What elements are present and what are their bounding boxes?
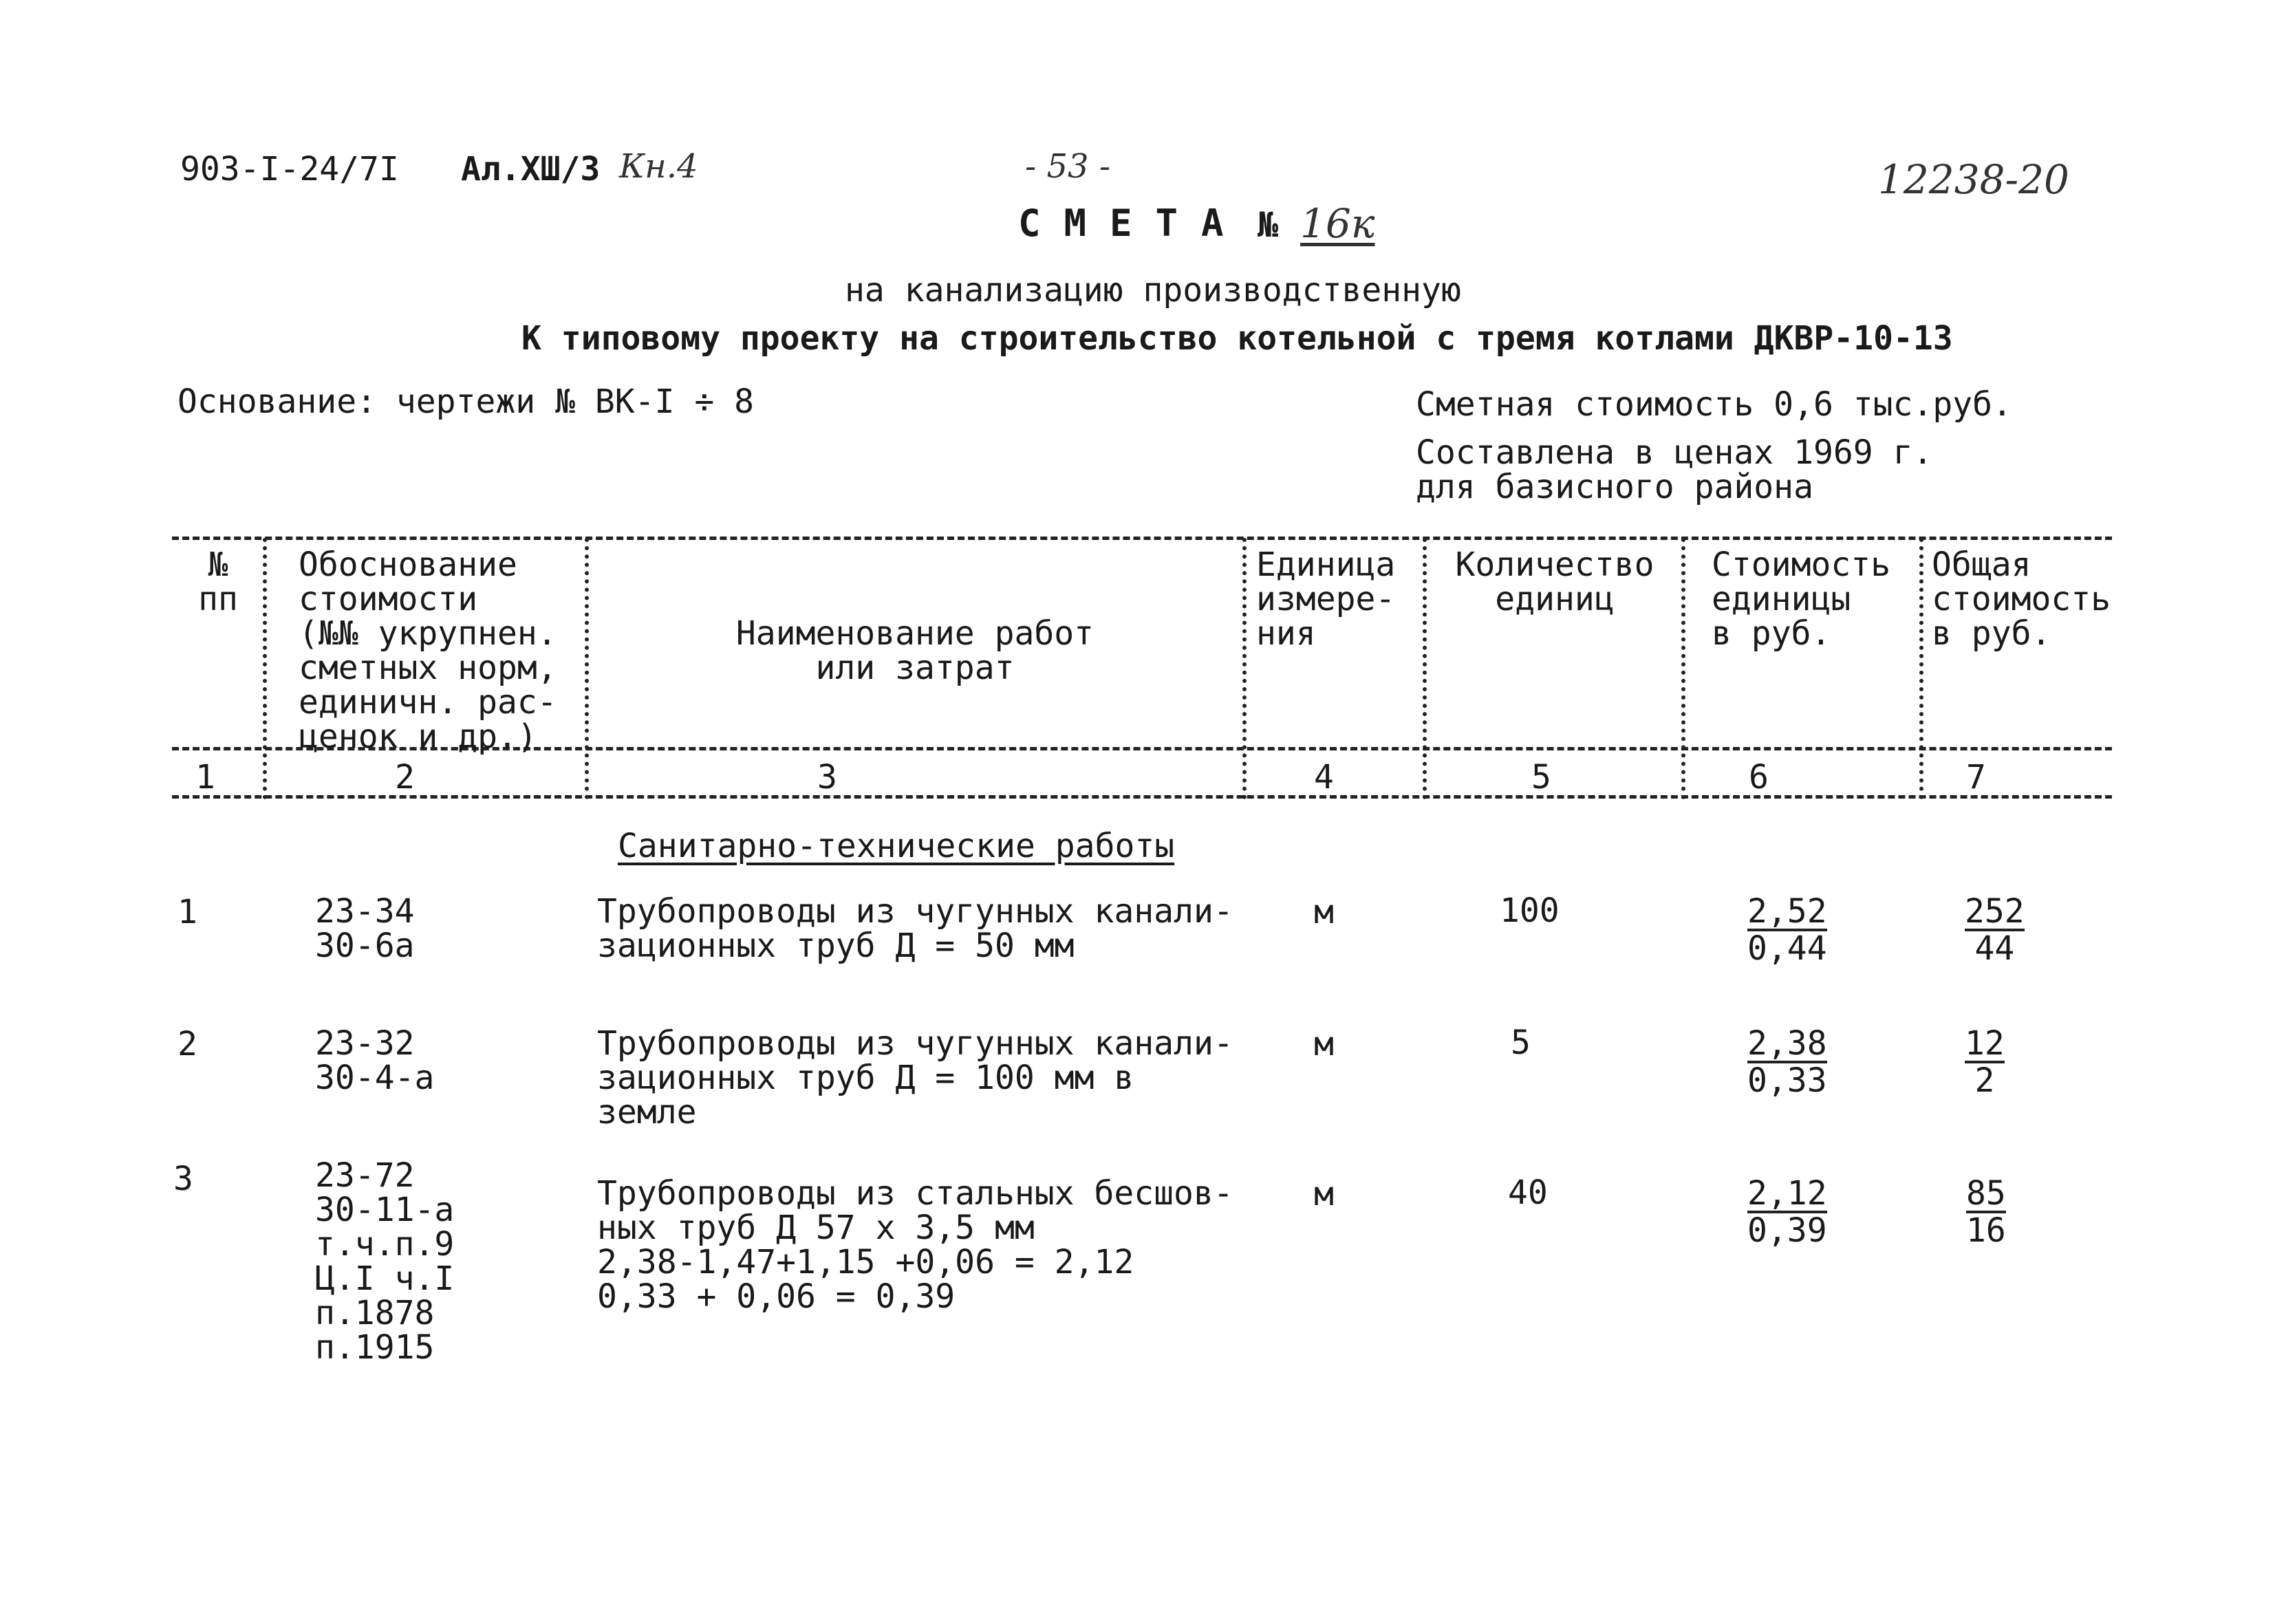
row-quantity: 100 bbox=[1500, 891, 1560, 930]
row-work-name: Трубопроводы из чугунных канали- зационных труб Д = 100 мм в земле bbox=[597, 1024, 1233, 1132]
archive-number: 12238-20 bbox=[1878, 156, 2069, 203]
column-separator bbox=[1919, 538, 1923, 799]
price-year: Составлена в ценах 1969 г. bbox=[1416, 433, 1933, 472]
row-unit: м bbox=[1314, 893, 1334, 931]
col-header-quantity: Количество единиц bbox=[1455, 545, 1654, 618]
column-separator bbox=[1242, 538, 1247, 799]
row-unit: м bbox=[1314, 1025, 1334, 1063]
row-number: 3 bbox=[173, 1160, 193, 1198]
total-cost-wage-value: 16 bbox=[1966, 1211, 2006, 1250]
subtitle-project: К типовому проекту на строительство котельной с тремя котлами ДКВР-10-13 bbox=[521, 319, 1953, 358]
total-cost-value: 252 bbox=[1965, 892, 2025, 931]
unit-cost-value: 2,12 bbox=[1747, 1174, 1827, 1213]
col-header-basis: Обоснование стоимости (№№ укрупнен. сметных норм, единичн. рас- ценок и др.) bbox=[299, 545, 557, 756]
total-cost-wage-value: 2 bbox=[1974, 1061, 1995, 1100]
document-title: СМЕТА bbox=[1018, 202, 1247, 245]
col-header-number: № пп bbox=[198, 545, 238, 618]
row-number: 1 bbox=[177, 893, 197, 931]
row-basis: 23-34 30-6а bbox=[315, 892, 415, 965]
subtitle-purpose: на канализацию производственную bbox=[845, 271, 1461, 310]
row-work-name: Трубопроводы из чугунных канали- зационных труб Д = 50 мм bbox=[597, 892, 1233, 965]
row-total-cost bbox=[1965, 894, 2025, 966]
project-code: 903-I-24/7I bbox=[180, 150, 399, 188]
row-unit-cost bbox=[1747, 894, 1827, 966]
col-number-3: 3 bbox=[817, 758, 837, 797]
total-cost-value: 12 bbox=[1965, 1024, 2005, 1063]
table-top-border bbox=[172, 537, 2112, 540]
column-separator bbox=[585, 538, 589, 799]
column-separator bbox=[263, 538, 267, 799]
row-unit-cost bbox=[1747, 1026, 1827, 1098]
section-title: Санитарно-технические работы bbox=[618, 827, 1175, 865]
unit-cost-value: 2,38 bbox=[1747, 1024, 1827, 1063]
col-number-7: 7 bbox=[1966, 758, 1986, 797]
col-number-5: 5 bbox=[1531, 758, 1551, 797]
estimate-number-prefix: № bbox=[1258, 205, 1279, 245]
col-number-1: 1 bbox=[195, 758, 215, 797]
unit-cost-wage-value: 0,44 bbox=[1747, 929, 1827, 968]
unit-cost-value: 2,52 bbox=[1747, 892, 1827, 931]
col-header-total-cost: Общая стоимость в руб. bbox=[1932, 545, 2111, 653]
page-number: - 53 - bbox=[1025, 147, 1111, 186]
unit-cost-wage-value: 0,33 bbox=[1747, 1061, 1827, 1100]
col-header-unit-cost: Стоимость единицы в руб. bbox=[1712, 545, 1891, 653]
col-header-work-name: Наименование работ или затрат bbox=[735, 614, 1095, 687]
row-unit: м bbox=[1314, 1175, 1334, 1213]
col-number-4: 4 bbox=[1314, 758, 1334, 797]
col-number-2: 2 bbox=[395, 758, 415, 797]
column-separator bbox=[1681, 538, 1685, 799]
row-work-name: Трубопроводы из стальных бесшов- ных труб Д 57 х 3,5 мм 2,38-1,47+1,15 +0,06 = 2,12 0,33 + 0,06 = 0,39 bbox=[597, 1174, 1233, 1316]
column-separator bbox=[1423, 538, 1427, 799]
column-number-divider bbox=[172, 795, 2112, 799]
book-number: Кн.4 bbox=[619, 147, 698, 186]
row-unit-cost bbox=[1747, 1176, 1827, 1248]
basis-drawings: Основание: чертежи № ВК-I ÷ 8 bbox=[177, 382, 755, 421]
row-total-cost bbox=[1965, 1026, 2005, 1098]
album-number: Ал.XШ/3 bbox=[461, 150, 601, 188]
price-region: для базисного района bbox=[1416, 468, 1813, 506]
col-header-unit: Единица измере- ния bbox=[1256, 545, 1396, 653]
row-quantity: 40 bbox=[1508, 1173, 1548, 1212]
row-total-cost bbox=[1966, 1176, 2006, 1248]
unit-cost-wage-value: 0,39 bbox=[1747, 1211, 1827, 1250]
col-number-6: 6 bbox=[1749, 758, 1769, 797]
estimated-cost: Сметная стоимость 0,6 тыс.руб. bbox=[1416, 385, 2012, 424]
total-cost-value: 85 bbox=[1966, 1174, 2006, 1213]
estimate-number: 16к bbox=[1300, 200, 1375, 247]
row-basis: 23-32 30-4-а bbox=[315, 1024, 435, 1097]
row-basis: 23-72 30-11-а т.ч.п.9 Ц.I ч.I п.1878 п.1915 bbox=[315, 1156, 455, 1367]
row-quantity: 5 bbox=[1511, 1024, 1531, 1062]
total-cost-wage-value: 44 bbox=[1974, 929, 2015, 968]
row-number: 2 bbox=[177, 1025, 197, 1063]
